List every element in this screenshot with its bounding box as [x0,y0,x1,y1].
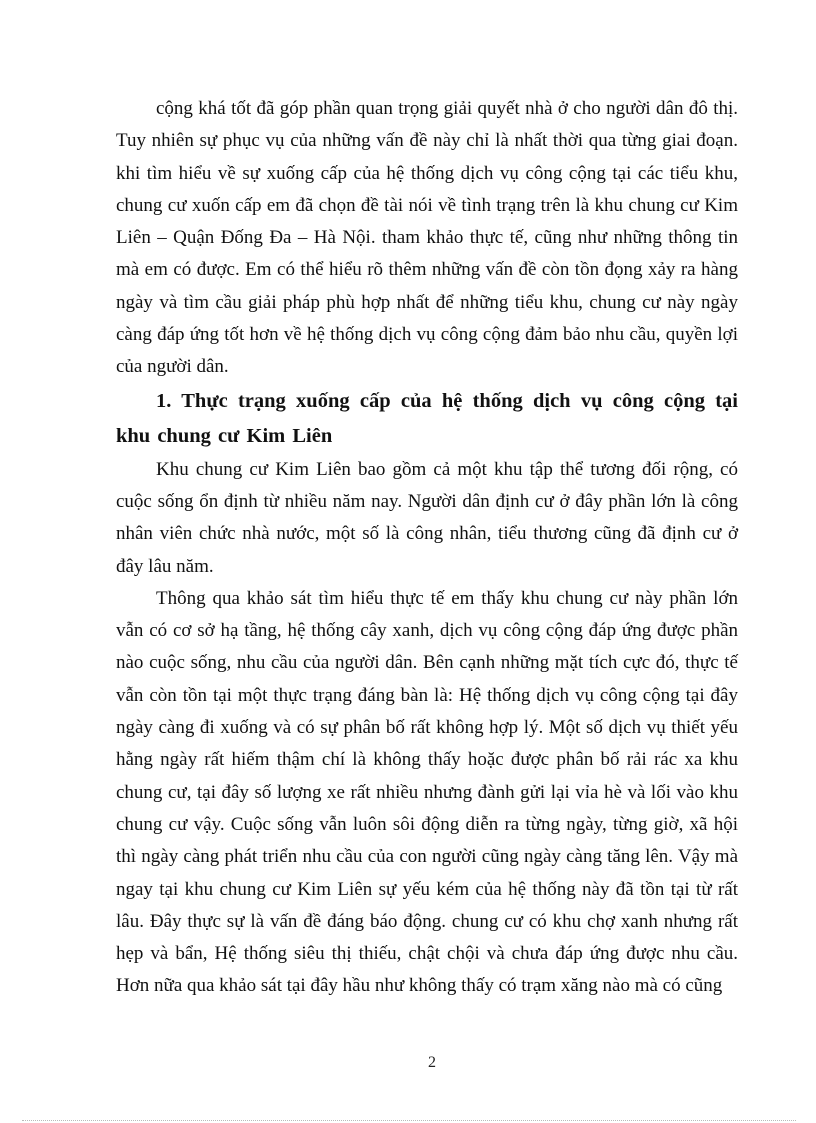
intro-paragraph: cộng khá tốt đã góp phần quan trọng giải quyết nhà ở cho người dân đô thị. Tuy nhiên sự phục vụ của những vấn đề này chỉ là nhất thời qua từng giai đoạn. khi tìm hiểu về sự xuống cấp của hệ thống dịch vụ công cộng tại các tiểu khu, chung cư xuốn cấp em đã chọn đề tài nói về tình trạng trên là khu chung cư Kim Liên – Quận Đống Đa – Hà Nội. tham khảo thực tế, cũng như những thông tin mà em có được. Em có thể hiểu rõ thêm những vấn đề còn tồn đọng xảy ra hàng ngày và tìm cầu giải pháp phù hợp nhất để những tiểu khu, chung cư này ngày càng đáp ứng tốt hơn về hệ thống dịch vụ công cộng đảm bảo nhu cầu, quyền lợi của người dân. [116,98,738,378]
page-body [116,93,738,1003]
body-paragraph-2: Thông qua khảo sát tìm hiểu thực tế em thấy khu chung cư này phần lớn vẫn có cơ sở hạ tầng, hệ thống cây xanh, dịch vụ công cộng đáp ứng được phần nào cuộc sống, nhu cầu của người dân. Bên cạnh những mặt tích cực đó, thực tế vẫn còn tồn tại một thực trạng đáng bàn là: Hệ thống dịch vụ công cộng tại đây ngày càng đi xuống và có sự phân bố rất không hợp lý. Một số dịch vụ thiết yếu hằng ngày rất hiếm thậm chí là không thấy hoặc được phân bố rải rác xa khu chung cư, tại đây số lượng xe rất nhiều nhưng đành gửi lại vỉa hè và lối vào khu chung cư vậy. Cuộc sống vẫn luôn sôi động diễn ra từng ngày, từng giờ, xã hội thì ngày càng phát triển nhu cầu của con người cũng ngày càng tăng lên. Vậy mà ngay tại khu chung cư Kim Liên sự yếu kém của hệ thống này đã tồn tại từ rất lâu. Đây thực sự là vấn đề đáng báo động. chung cư có khu chợ xanh nhưng rất hẹp và bẩn, Hệ thống siêu thị thiếu, chật chội và chưa đáp ứng được nhu cầu. Hơn nữa qua khảo sát tại đây hầu như không thấy có trạm xăng nào mà có cũng [116,587,738,997]
page-bottom-divider [22,1120,796,1121]
body-paragraph-1: Khu chung cư Kim Liên bao gồm cả một khu tập thể tương đối rộng, có cuộc sống ổn định từ nhiều năm nay. Người dân định cư ở đây phần lớn là công nhân viên chức nhà nước, một số là công nhân, tiểu thương cũng đã định cư ở đây lâu năm. [116,458,738,577]
section-heading: 1. Thực trạng xuống cấp của hệ thống dịch vụ công cộng tại khu chung cư Kim Liên [116,389,738,447]
page-number: 2 [428,1054,436,1071]
